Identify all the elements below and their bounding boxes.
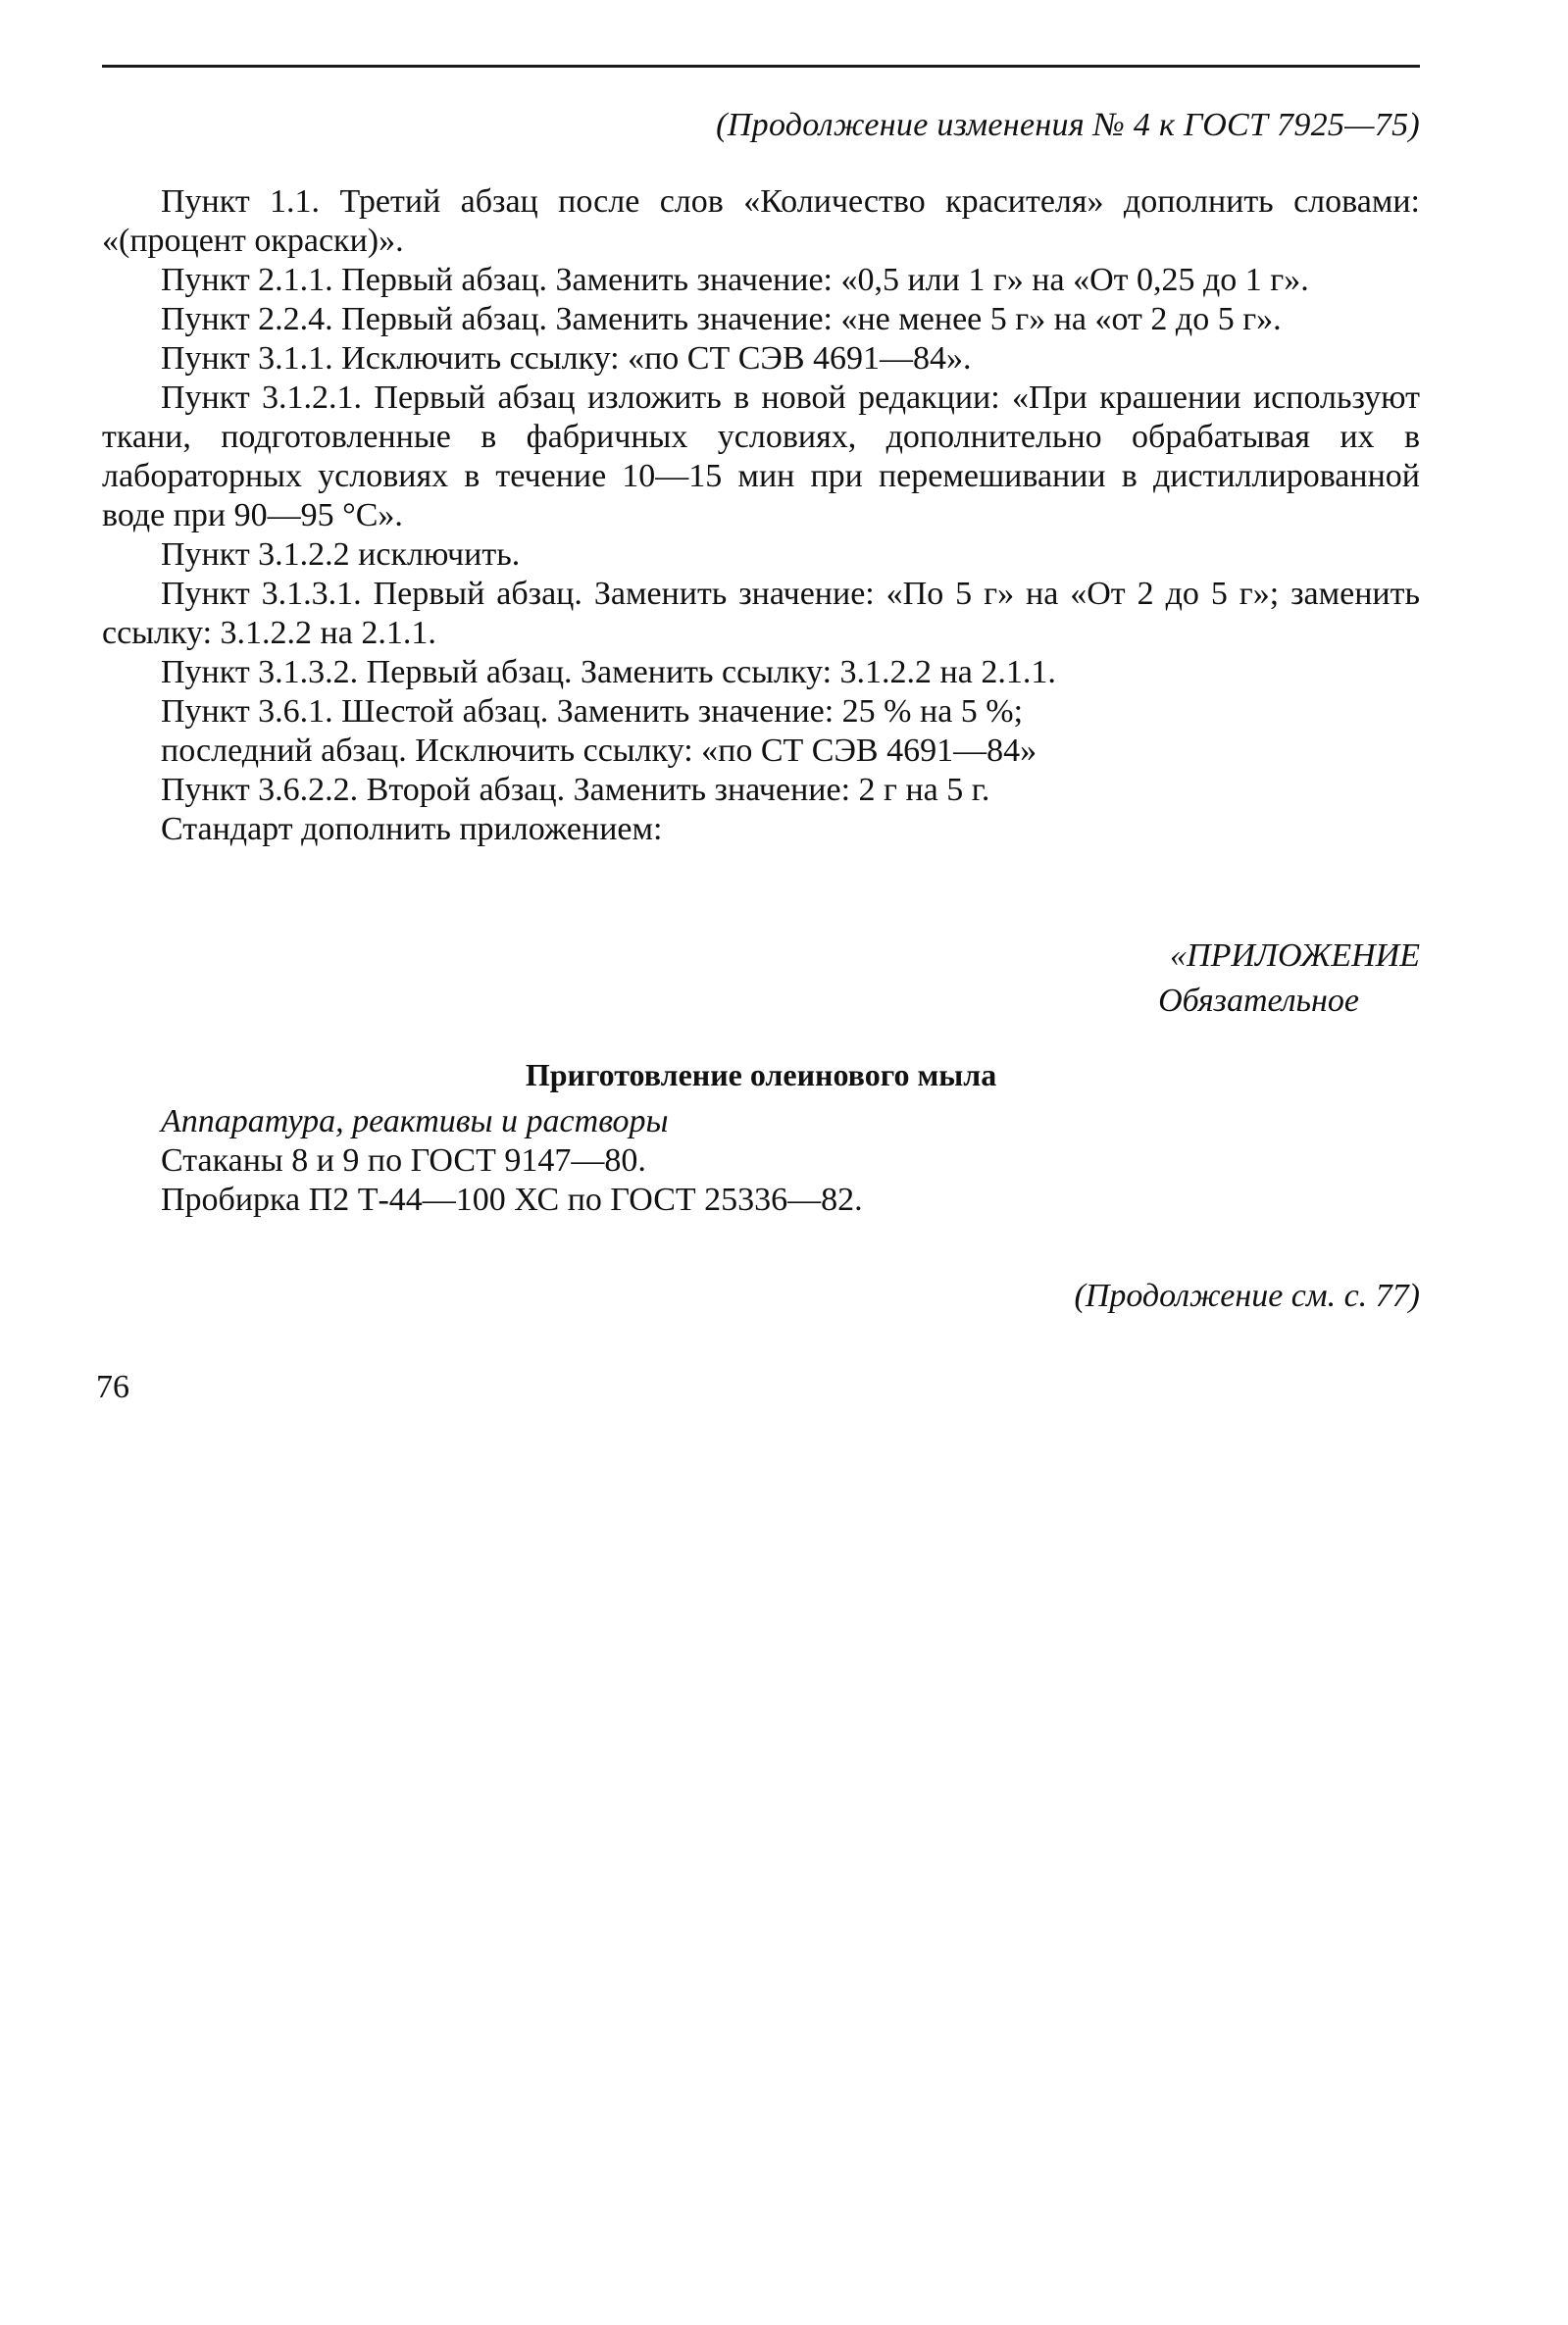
page-number: 76	[96, 1369, 129, 1405]
appendix-status: Обязательное	[1158, 983, 1359, 1019]
paragraph-12: Стандарт дополнить приложением:	[161, 811, 663, 847]
section-subtitle: Аппаратура, реактивы и растворы	[161, 1103, 669, 1139]
paragraph-3: Пункт 2.2.4. Первый абзац. Заменить значение: «не менее 5 г» на «от 2 до 5 г».	[161, 301, 1282, 337]
paragraph-2: Пункт 2.1.1. Первый абзац. Заменить значение: «0,5 или 1 г» на «От 0,25 до 1 г».	[161, 262, 1309, 298]
section-line-1: Стаканы 8 и 9 по ГОСТ 9147—80.	[161, 1142, 646, 1179]
paragraph-11: Пункт 3.6.2.2. Второй абзац. Заменить значение: 2 г на 5 г.	[161, 772, 990, 808]
section-title: Приготовление олеинового мыла	[525, 1057, 997, 1092]
paragraph-8: Пункт 3.1.3.2. Первый абзац. Заменить ссылку: 3.1.2.2 на 2.1.1.	[161, 654, 1056, 690]
paragraph-7: Пункт 3.1.3.1. Первый абзац. Заменить значение: «По 5 г» на «От 2 до 5 г»; заменить ссылку: 3.1.2.2 на 2.1.1.	[102, 576, 1420, 651]
header-continuation: (Продолжение изменения № 4 к ГОСТ 7925—75)	[716, 107, 1420, 143]
paragraph-1: Пункт 1.1. Третий абзац после слов «Количество красителя» дополнить словами: «(процент окраски)».	[102, 183, 1420, 259]
top-rule	[102, 65, 1420, 68]
paragraph-4: Пункт 3.1.1. Исключить ссылку: «по СТ СЭВ 4691—84».	[161, 340, 972, 377]
section-line-2: Пробирка П2 Т-44—100 ХС по ГОСТ 25336—82.	[161, 1182, 863, 1218]
paragraph-5: Пункт 3.1.2.1. Первый абзац изложить в новой редакции: «При крашении используют ткани, подготовленные в фабричных условиях, дополнительно обрабатывая их в лабораторных условиях в течение 10—15 мин при перемешивании в дистиллированной воде при 90—95 °С».	[102, 379, 1420, 533]
footer-continuation: (Продолжение см. с. 77)	[1074, 1278, 1420, 1314]
paragraph-6: Пункт 3.1.2.2 исключить.	[161, 536, 521, 573]
paragraph-10: последний абзац. Исключить ссылку: «по СТ СЭВ 4691—84»	[161, 733, 1037, 769]
amendment-body	[102, 182, 1420, 849]
appendix-label: «ПРИЛОЖЕНИЕ	[1170, 937, 1420, 974]
section-body	[102, 1102, 1420, 1220]
paragraph-9: Пункт 3.6.1. Шестой абзац. Заменить значение: 25 % на 5 %;	[161, 693, 1024, 730]
appendix-heading	[102, 934, 1420, 1024]
